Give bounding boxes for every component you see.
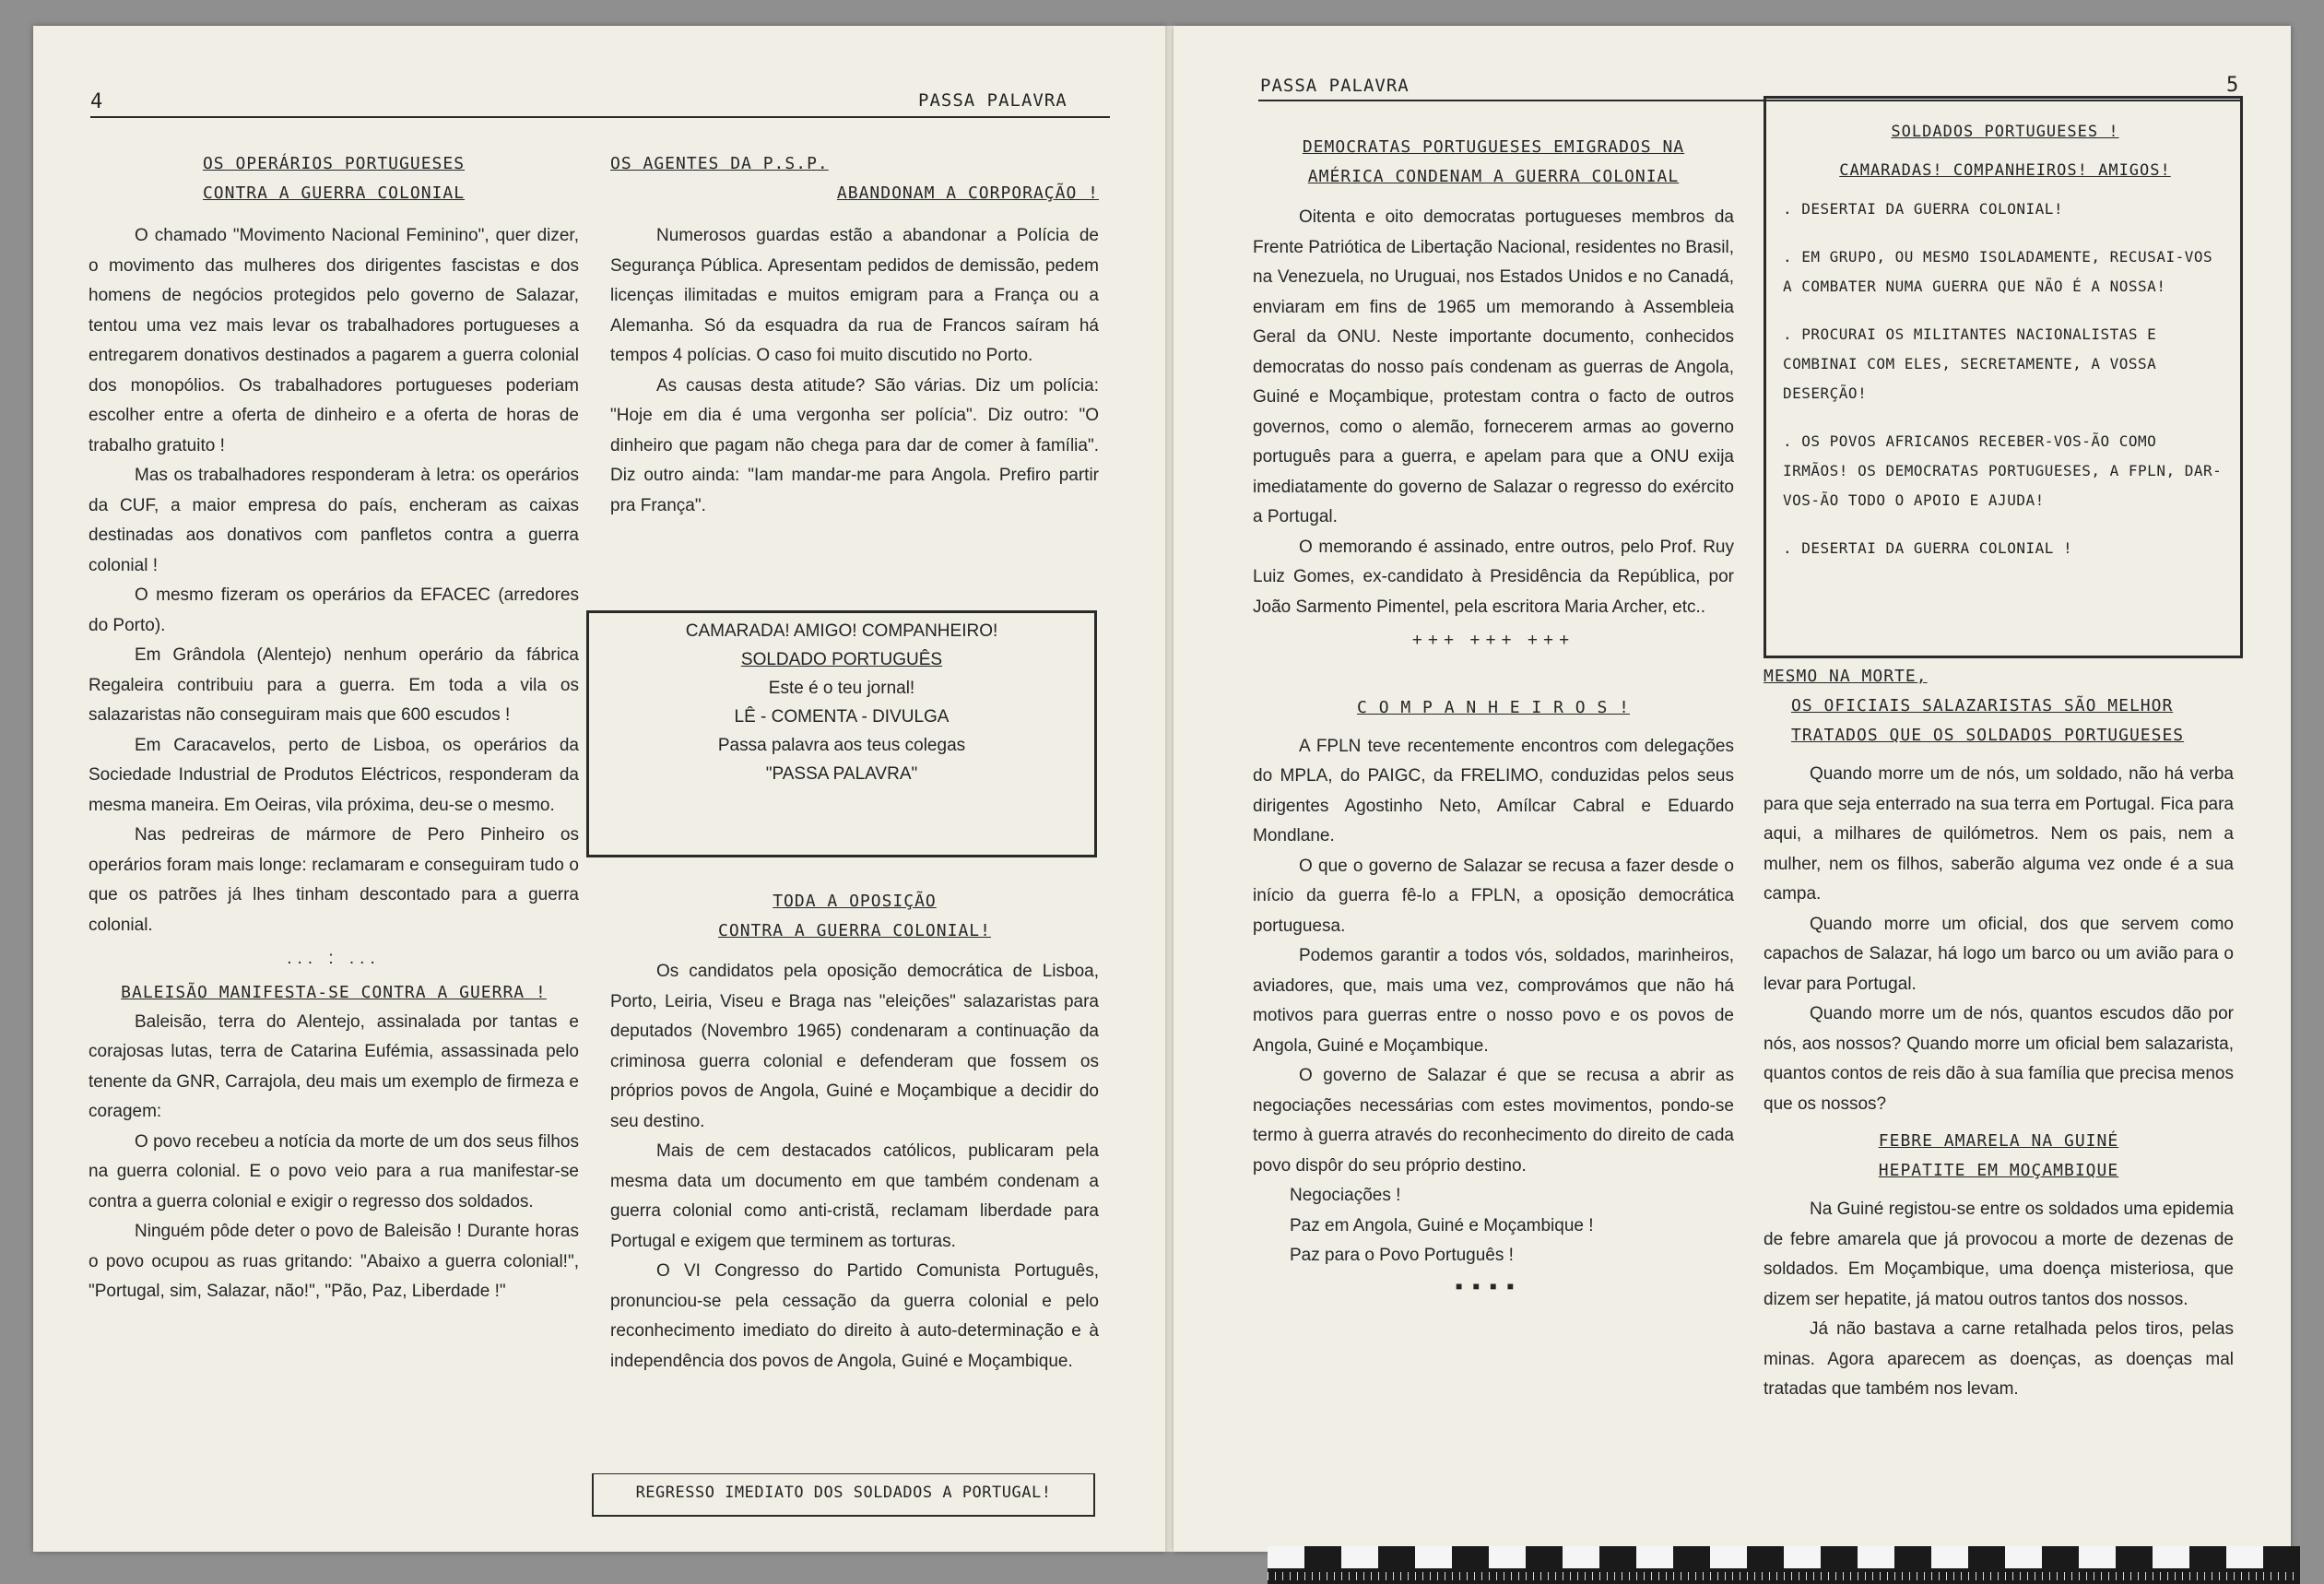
article-title-democratas: [1253, 133, 1734, 192]
paragraph: Já não bastava a carne retalhada pelos tiros, pelas minas. Agora aparecem as doenças, as doenças mal tratadas que também nos levam.: [1764, 1319, 2234, 1399]
box-item: . DESERTAI DA GUERRA COLONIAL!: [1783, 200, 2063, 218]
title-line: OS AGENTES DA P.S.P.: [610, 154, 829, 173]
box-line: CAMARADA! AMIGO! COMPANHEIRO!: [685, 621, 998, 641]
title-line: AMÉRICA CONDENAM A GUERRA COLONIAL: [1307, 167, 1680, 186]
page-number: 5: [2226, 74, 2239, 97]
paragraph: O povo recebeu a notícia da morte de um dos seus filhos na guerra colonial. E o povo veio para a rua manifestar-se contra a guerra colonial e exigir o regresso dos soldados.: [88, 1131, 579, 1212]
left-column-2b: [610, 887, 1099, 1377]
paragraph: Nas pedreiras de mármore de Pero Pinheiro os operários foram mais longe: reclamaram e conseguiram tudo o que os patrões já lhes tinham descontado para a guerra colonial.: [88, 825, 579, 935]
slogan: Paz para o Povo Português !: [1290, 1246, 1514, 1265]
scale-ruler: [1268, 1546, 2300, 1584]
box-item: . DESERTAI DA GUERRA COLONIAL !: [1783, 539, 2073, 557]
title-line: CONTRA A GUERRA COLONIAL!: [718, 921, 991, 940]
paragraph: Oitenta e oito democratas portugueses membros da Frente Patriótica de Libertação Nacional, residentes no Brasil, na Venezuela, no Uruguai, nos Estados Unidos e no Canadá, enviaram em fins de 1965 um memorando à Assembleia Geral da ONU. Neste importante documento, conhecidos democratas do nosso país condenam as guerras de Angola, Guiné e Moçambique, protestam contra o facto de outros governos, como o alemão, fornecerem armas ao governo português para a guerra, e apelam para que a ONU exija imediatamente do governo de Salazar o regresso do exército a Portugal.: [1253, 207, 1734, 526]
left-column-1: [88, 149, 579, 1307]
paragraph: As causas desta atitude? São várias. Diz um polícia: "Hoje em dia é uma vergonha ser polícia". Diz outro: "O dinheiro que pagam não chega para dar de comer à família". Diz outro ainda: "Iam mandar-me para Angola. Prefiro partir pra França".: [610, 375, 1099, 515]
running-head: PASSA PALAVRA: [918, 90, 1068, 111]
box-line: "PASSA PALAVRA": [765, 764, 918, 784]
right-page: [1174, 26, 2291, 1552]
jornal-box: [586, 610, 1097, 857]
paragraph: O que o governo de Salazar se recusa a fazer desde o início da guerra fê-lo a FPLN, a oposição democrática portuguesa.: [1253, 856, 1734, 936]
article-title-baleisao: BALEISÃO MANIFESTA-SE CONTRA A GUERRA !: [121, 982, 547, 1002]
slogan: Negociações !: [1290, 1186, 1401, 1205]
paragraph: O mesmo fizeram os operários da EFACEC (arredores do Porto).: [88, 585, 579, 635]
paragraph: Numerosos guardas estão a abandonar a Polícia de Segurança Pública. Apresentam pedidos de demissão, pedem licenças ilimitadas e muitos emigram para a França ou a Alemanha. Só da esquadra da rua de Francos saíram há tempos 4 polícias. O caso foi muito discutido no Porto.: [610, 226, 1099, 365]
separator: ... : ...: [287, 949, 381, 968]
soldados-box: [1764, 96, 2243, 658]
box-subtitle: CAMARADAS! COMPANHEIROS! AMIGOS!: [1839, 161, 2171, 180]
box-line: Passa palavra aos teus colegas: [717, 736, 966, 755]
paragraph: Em Grândola (Alentejo) nenhum operário da fábrica Regaleira contribuiu para a guerra. Em toda a vila os salazaristas não conseguiram mais que 600 escudos !: [88, 645, 579, 725]
paragraph: Podemos garantir a todos vós, soldados, marinheiros, aviadores, que, mais uma vez, comprovámos que não há motivos para guerras entre o nosso povo e os povos de Angola, Guiné e Moçambique.: [1253, 946, 1734, 1056]
title-line: TODA A OPOSIÇÃO: [773, 892, 937, 911]
page-number: 4: [90, 90, 103, 113]
paragraph: A FPLN teve recentemente encontros com delegações do MPLA, do PAIGC, da FRELIMO, conduzidas pelos seus dirigentes Agostinho Neto, Amílcar Cabral e Eduardo Mondlane.: [1253, 736, 1734, 845]
title-line: DEMOCRATAS PORTUGUESES EMIGRADOS NA: [1302, 137, 1685, 157]
paragraph: O chamado "Movimento Nacional Feminino", quer dizer, o movimento das mulheres dos dirigentes fascistas e dos homens de negócios protegidos pelo governo de Salazar, tentou uma vez mais levar os trabalhadores portugueses a entregarem donativos destinados a pagarem a guerra colonial dos monopólios. Os trabalhadores portugueses poderiam escolher entre a oferta de dinheiro e a oferta de horas de trabalho gratuito !: [88, 226, 579, 455]
right-column-1: [1253, 133, 1734, 1301]
title-line: FEBRE AMARELA NA GUINÉ: [1878, 1131, 2119, 1151]
paragraph: Mais de cem destacados católicos, publicaram pela mesma data um documento em que também condenam a guerra colonial como anti-cristã, reclamam liberdade para Portugal e exigem que terminem as torturas.: [610, 1141, 1099, 1251]
paragraph: Quando morre um de nós, quantos escudos dão por nós, aos nossos? Quando morre um oficial bem salazarista, quantos contos de reis dão à sua família que precisa menos que os nossos?: [1764, 1004, 2234, 1114]
paragraph: Ninguém pôde deter o povo de Baleisão ! Durante horas o povo ocupou as ruas gritando: "Abaixo a guerra colonial!", "Portugal, sim, Salazar, não!", "Pão, Paz, Liberdade !": [88, 1222, 579, 1301]
left-page: [33, 26, 1167, 1552]
ruler-ticks: [1268, 1572, 2300, 1580]
paragraph: O governo de Salazar é que se recusa a abrir as negociações necessárias com estes movimentos, pondo-se termo à guerra através do reconhecimento do direito de cada povo dispôr do seu próprio destino.: [1253, 1066, 1734, 1176]
paragraph: O memorando é assinado, entre outros, pelo Prof. Ruy Luiz Gomes, ex-candidato à Presidência da República, por João Sarmento Pimentel, pela escritora Maria Archer, etc..: [1253, 537, 1734, 617]
article-title-oposicao: [610, 887, 1099, 946]
running-head: PASSA PALAVRA: [1260, 76, 1410, 96]
article-title-companheiros: C O M P A N H E I R O S !: [1357, 697, 1630, 717]
box-title: SOLDADOS PORTUGUESES !: [1891, 123, 2119, 141]
box-item: . EM GRUPO, OU MESMO ISOLADAMENTE, RECUSAI-VOS A COMBATER NUMA GUERRA QUE NÃO É A NOSSA!: [1783, 248, 2213, 295]
title-line: OS OPERÁRIOS PORTUGUESES: [202, 154, 466, 173]
footer-box: REGRESSO IMEDIATO DOS SOLDADOS A PORTUGAL!: [592, 1473, 1095, 1517]
paragraph: Em Caracavelos, perto de Lisboa, os operários da Sociedade Industrial de Produtos Eléctricos, responderam da mesma maneira. Em Oeiras, vila próxima, deu-se o mesmo.: [88, 735, 579, 815]
title-line: HEPATITE EM MOÇAMBIQUE: [1878, 1161, 2119, 1180]
title-line: CONTRA A GUERRA COLONIAL: [202, 183, 466, 203]
article-title-morte: [1764, 662, 2234, 751]
title-line: MESMO NA MORTE,: [1764, 667, 1928, 686]
left-column-2: [610, 149, 1099, 521]
paragraph: Baleisão, terra do Alentejo, assinalada por tantas e corajosas lutas, terra de Catarina Eufémia, assassinada pelo tenente da GNR, Carrajola, deu mais um exemplo de firmeza e coragem:: [88, 1011, 579, 1121]
title-line: ABANDONAM A CORPORAÇÃO !: [836, 183, 1099, 203]
article-title-febre: [1764, 1127, 2234, 1186]
right-column-2: [1764, 662, 2234, 1405]
end-mark: ■ ■ ■ ■: [1456, 1279, 1517, 1293]
article-title-operarios: [88, 149, 579, 208]
box-item: . PROCURAI OS MILITANTES NACIONALISTAS E COMBINAI COM ELES, SECRETAMENTE, A VOSSA DESERÇÃO!: [1783, 325, 2157, 402]
box-item: . OS POVOS AFRICANOS RECEBER-VOS-ÃO COMO IRMÃOS! OS DEMOCRATAS PORTUGUESES, A FPLN, DAR-VOS-ÃO TODO O APOIO E AJUDA!: [1783, 432, 2223, 509]
ruler-scale: [1268, 1546, 2300, 1568]
box-line: SOLDADO PORTUGUÊS: [740, 650, 943, 669]
title-line: TRATADOS QUE OS SOLDADOS PORTUGUESES: [1791, 726, 2185, 745]
slogan: Paz em Angola, Guiné e Moçambique !: [1290, 1215, 1594, 1235]
paragraph: Quando morre um oficial, dos que servem como capachos de Salazar, há logo um barco ou um avião para o levar para Portugal.: [1764, 914, 2234, 994]
separator: +++ +++ +++: [1411, 631, 1575, 650]
paragraph: Mas os trabalhadores responderam à letra: os operários da CUF, a maior empresa do país, encheram as caixas destinadas aos donativos com panfletos contra a guerra colonial !: [88, 466, 579, 575]
box-line: Este é o teu jornal!: [768, 679, 915, 698]
paragraph: Os candidatos pela oposição democrática de Lisboa, Porto, Leiria, Viseu e Braga nas "eleições" salazaristas para deputados (Novembro 1965) condenaram a continuação da criminosa guerra colonial e defenderam que fossem os próprios povos de Angola, Guiné e Moçambique a decidir do seu destino.: [610, 962, 1099, 1131]
title-line: OS OFICIAIS SALAZARISTAS SÃO MELHOR: [1791, 696, 2174, 715]
paragraph: Quando morre um de nós, um soldado, não há verba para que seja enterrado na sua terra em Portugal. Fica para aqui, a milhares de quilómetros. Nem os pais, nem a mulher, nem os filhos, saberão alguma vez onde é a sua campa.: [1764, 764, 2234, 904]
box-line: LÊ - COMENTA - DIVULGA: [734, 707, 950, 727]
paragraph: Na Guiné registou-se entre os soldados uma epidemia de febre amarela que já provocou a morte de dezenas de soldados. Em Moçambique, uma doença misteriosa, que dizem ser hepatite, já matou outros tantos dos nossos.: [1764, 1200, 2234, 1309]
article-title-psp: [610, 149, 1099, 208]
header-rule: [90, 116, 1110, 118]
paragraph: O VI Congresso do Partido Comunista Português, pronunciou-se pela cessação da guerra colonial e pelo reconhecimento imediato do direito à auto-determinação e à independência dos povos de Angola, Guiné e Moçambique.: [610, 1261, 1099, 1371]
